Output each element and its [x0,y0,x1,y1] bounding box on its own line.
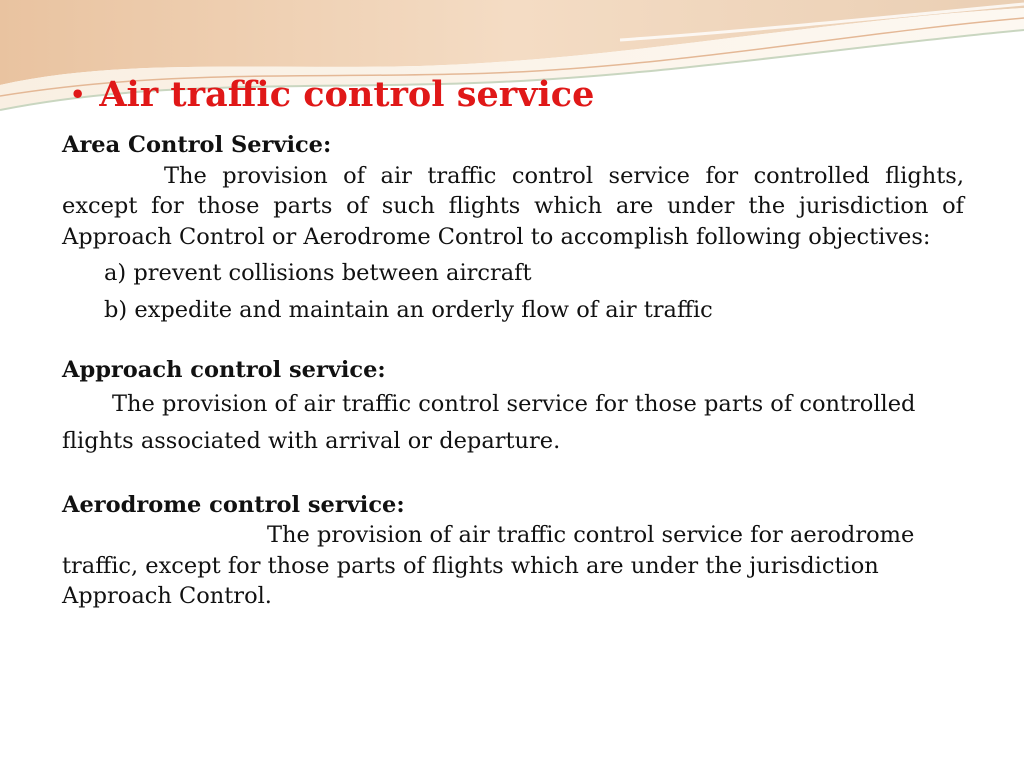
approach-body: The provision of air traffic control service for those parts of controlled flights associated with arrival or departure. [62,390,916,454]
list-item: a) prevent collisions between aircraft [104,260,532,286]
area-body: The provision of air traffic control service for controlled flights, except for those parts of such flights which are under the jurisdiction of Approach Control or Aerodrome Control to accomplish following objectives: [62,162,964,250]
bullet-dot-icon: • [70,80,86,109]
slide-body [62,130,964,612]
aerodrome-body: The provision of air traffic control service for aerodrome traffic, except for those parts of flights which are under the jurisdiction Approach Control. [62,522,915,609]
aerodrome-heading: Aerodrome control service: [62,491,405,518]
slide-title [70,74,594,115]
area-heading: Area Control Service: [62,132,332,158]
list-item: b) expedite and maintain an orderly flow of air traffic [104,296,713,323]
approach-heading: Approach control service: [62,357,386,383]
slide-title-text: Air traffic control service [99,74,595,115]
